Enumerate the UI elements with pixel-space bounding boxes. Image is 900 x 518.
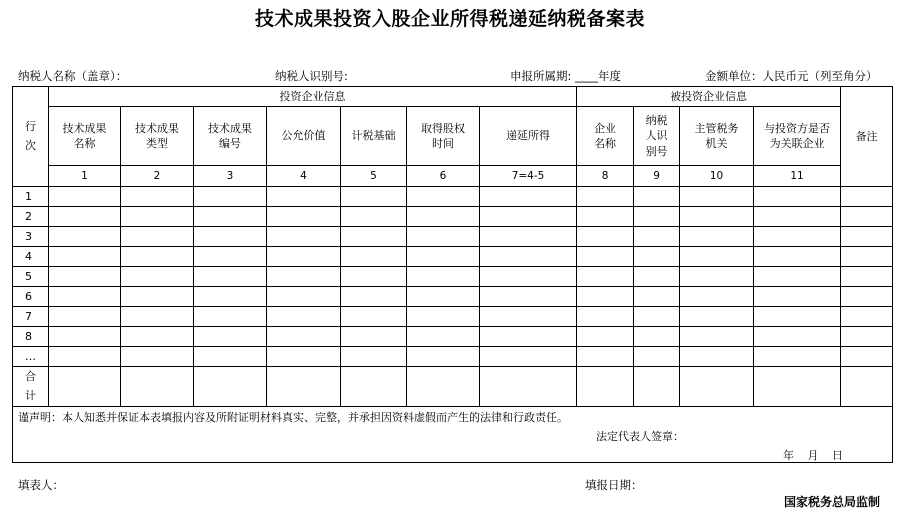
col-header-2: 技术成果类型 [121, 107, 194, 166]
col-header-1: 技术成果名称 [49, 107, 121, 166]
fill-date-label: 填报日期： [585, 478, 643, 492]
taxpayer-name-label: 纳税人名称（盖章）： [18, 69, 128, 83]
col-header-5: 计税基础 [341, 107, 407, 166]
table-row [13, 267, 893, 287]
taxpayer-id-label: 纳税人识别号: [275, 69, 348, 83]
table-row [13, 247, 893, 267]
col-header-10: 主管税务机关 [680, 107, 754, 166]
col-number-1: 1 [49, 166, 121, 187]
col-number-9: 9 [634, 166, 680, 187]
row-index: 8 [13, 327, 49, 347]
legal-representative-signature-label: 法定代表人签章： [596, 430, 684, 443]
col-number-11: 11 [754, 166, 841, 187]
table-row [13, 227, 893, 247]
total-row [13, 367, 893, 407]
row-index: … [13, 347, 49, 367]
table-row [13, 327, 893, 347]
row-index: 3 [13, 227, 49, 247]
col-header-11: 与投资方是否为关联企业 [754, 107, 841, 166]
row-index: 2 [13, 207, 49, 227]
col-number-6: 6 [407, 166, 480, 187]
col-number-10: 10 [680, 166, 754, 187]
row-no-header [13, 87, 49, 187]
col-number-3: 3 [194, 166, 267, 187]
row-index: 5 [13, 267, 49, 287]
currency-unit-label: 金额单位：人民币元（列至角分） [705, 69, 878, 83]
period-label: 申报所属期: ____年度 [510, 69, 622, 83]
col-number-4: 4 [267, 166, 341, 187]
investor-section-header: 投资企业信息 [49, 87, 577, 107]
col-header-7: 递延所得 [480, 107, 577, 166]
table-row [13, 347, 893, 367]
col-number-7: 7=4-5 [480, 166, 577, 187]
declaration-text: 谨声明：本人知悉并保证本表填报内容及所附证明材料真实、完整，并承担因资料虚假而产生的法律和行政责任。 [18, 411, 568, 424]
col-header-6: 取得股权时间 [407, 107, 480, 166]
declaration-date-label: 年 月 日 [783, 449, 843, 462]
row-index: 4 [13, 247, 49, 267]
col-header-8: 企业名称 [577, 107, 634, 166]
filing-table [12, 86, 893, 463]
row-no-header-text: 行次 [25, 119, 36, 152]
form-title: 技术成果投资入股企业所得税递延纳税备案表 [254, 8, 645, 30]
total-label: 合计 [13, 367, 49, 407]
supervisor-label: 国家税务总局监制 [783, 495, 880, 509]
investee-section-header: 被投资企业信息 [577, 87, 841, 107]
table-row [13, 207, 893, 227]
col-number-8: 8 [577, 166, 634, 187]
remark-header: 备注 [841, 87, 893, 187]
table-row [13, 187, 893, 207]
table-row [13, 287, 893, 307]
row-index: 1 [13, 187, 49, 207]
row-index: 6 [13, 287, 49, 307]
col-number-5: 5 [341, 166, 407, 187]
table-row [13, 307, 893, 327]
col-number-2: 2 [121, 166, 194, 187]
declaration-cell [13, 407, 893, 463]
filler-label: 填表人： [18, 478, 64, 492]
row-index: 7 [13, 307, 49, 327]
col-header-9: 纳税人识别号 [634, 107, 680, 166]
col-header-4: 公允价值 [267, 107, 341, 166]
col-header-3: 技术成果编号 [194, 107, 267, 166]
